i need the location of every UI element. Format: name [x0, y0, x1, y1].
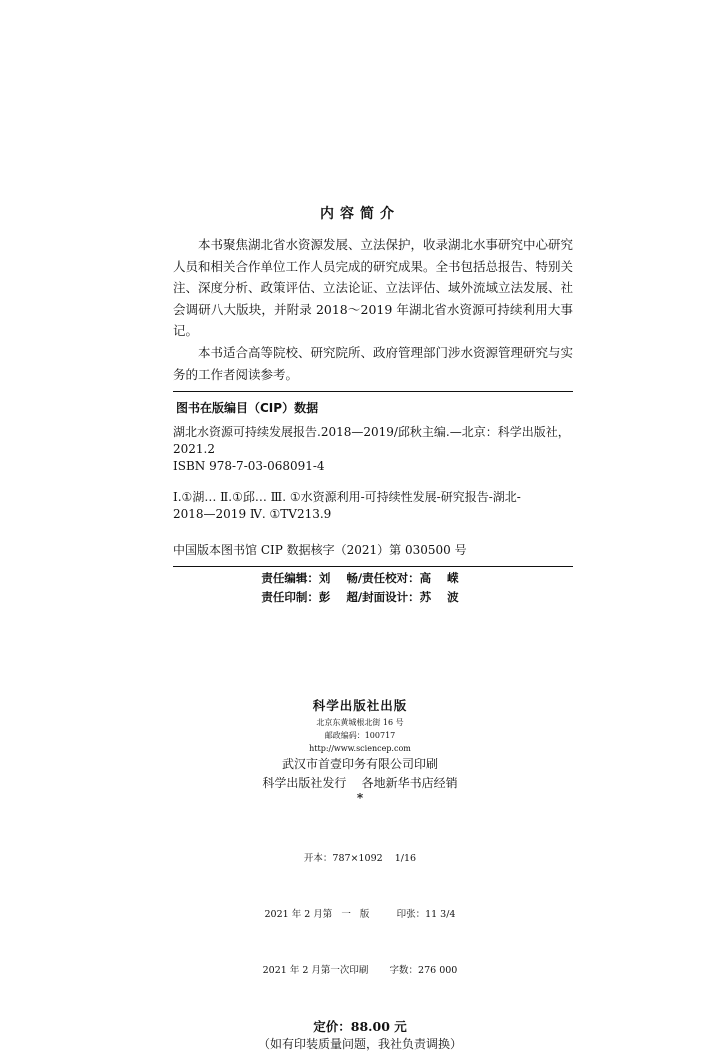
cip-heading: 图书在版编目（CIP）数据: [176, 401, 319, 415]
publisher-address: 北京东黄城根北街 16 号: [316, 718, 404, 727]
publisher-website: http://www.sciencep.com: [309, 744, 411, 753]
printing-line: 2021 年 2 月第一次印刷 字数：276 000: [262, 964, 458, 976]
distribution-line: 科学出版社发行 各地新华书店经销: [262, 775, 458, 790]
cip-record: [173, 424, 573, 476]
publisher-info: [0, 696, 720, 1053]
credit-line-production: 责任印制：彭 超/封面设计：苏 波: [261, 589, 459, 604]
quality-note: （如有印装质量问题，我社负责调换）: [257, 1036, 462, 1051]
summary-title: 内容简介: [320, 206, 400, 222]
separator-star: *: [356, 791, 364, 805]
summary-paragraph-1: 本书聚焦湖北省水资源发展、立法保护，收录湖北水事研究中心研究人员和相关合作单位工作人员完成的研究成果。全书包括总报告、特别关注、深度分析、政策评估、立法论证、立法评估、域外流域立法发展、社会调研八大版块，并附录 2018～2019 年湖北省水资源可持续利用大事记。: [173, 237, 574, 339]
book-specs: [0, 813, 720, 1018]
cip-year-line: 2021.2: [173, 442, 215, 457]
summary-paragraph-2: 本书适合高等院校、研究院所、政府管理部门涉水资源管理研究与实务的工作者阅读参考。: [173, 344, 574, 382]
credit-line-editors: 责任编辑：刘 畅/责任校对：高 嵘: [261, 571, 459, 585]
credits: [0, 569, 720, 606]
edition-line: 2021 年 2 月第 一 版 印张：11 3/4: [264, 908, 456, 920]
price-line: 定价：88.00 元: [313, 1018, 407, 1034]
cip-check-number: 中国版本图书馆 CIP 数据核字（2021）第 030500 号: [173, 543, 467, 557]
cip-subject-line-1: Ⅰ.①湖… Ⅱ.①邱… Ⅲ. ①水资源利用-可持续性发展-研究报告-湖北-: [173, 490, 521, 504]
printer-line: 武汉市首壹印务有限公司印刷: [281, 757, 438, 771]
publisher-name: 科学出版社出版: [312, 698, 408, 713]
cip-title-line: 湖北水资源可持续发展报告.2018—2019/邱秋主编.—北京：科学出版社，: [173, 425, 570, 439]
cip-isbn-line: ISBN 978-7-03-068091-4: [173, 459, 325, 474]
format-line: 开本：787×1092 1/16: [303, 853, 417, 865]
cip-top-rule: [173, 391, 573, 392]
summary-body: [173, 234, 573, 385]
cip-subject-line-2: 2018—2019 Ⅳ. ①TV213.9: [173, 507, 332, 522]
cip-subjects: [173, 489, 573, 523]
cip-bottom-rule: [173, 566, 573, 567]
publisher-postcode: 邮政编码：100717: [324, 731, 396, 740]
